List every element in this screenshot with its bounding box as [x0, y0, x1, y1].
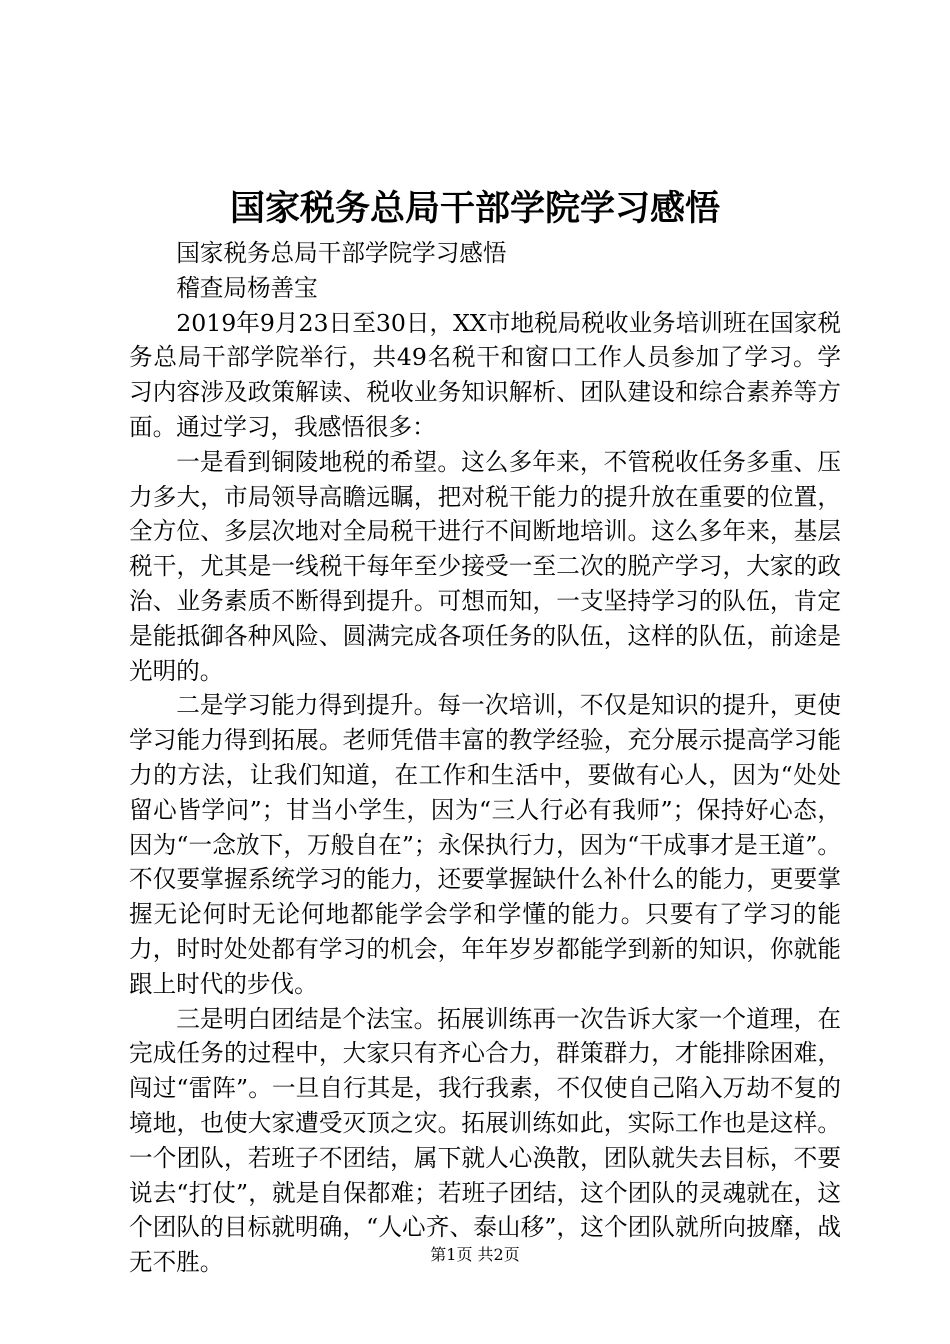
page-number-footer: 第1页 共2页	[430, 1245, 520, 1264]
document-title: 国家税务总局干部学院学习感悟	[229, 188, 720, 229]
point-one-paragraph: 一是看到铜陵地税的希望。这么多年来，不管税收任务多重、压力多大，市局领导高瞻远瞩，把对税干能力的提升放在重要的位置，全方位、多层次地对全局税干进行不间断地培训。这么多年来，基层税干，尤其是一线税干每年至少接受一至二次的脱产学习，大家的政治、业务素质不断得到提升。可想而知，一支坚持学习的队伍，肯定是能抵御各种风险、圆满完成各项任务的队伍，这样的队伍，前途是光明的。	[129, 447, 841, 685]
author-paragraph: 稽查局杨善宝	[176, 273, 318, 302]
document-body	[129, 236, 841, 1280]
intro-paragraph: 2019年9月23日至30日，XX市地税局税收业务培训班在国家税务总局干部学院举行，共49名税干和窗口工作人员参加了学习。学习内容涉及政策解读、税收业务知识解析、团队建设和综合素养等方面。通过学习，我感悟很多：	[129, 308, 841, 441]
point-two-paragraph: 二是学习能力得到提升。每一次培训，不仅是知识的提升，更使学习能力得到拓展。老师凭借丰富的教学经验，充分展示提高学习能力的方法，让我们知道，在工作和生活中，要做有心人，因为“处处留心皆学问”；甘当小学生，因为“三人行必有我师”；保持好心态，因为“一念放下，万般自在”；永保执行力，因为“干成事才是王道”。不仅要掌握系统学习的能力，还要掌握缺什么补什么的能力，更要掌握无论何时无论何地都能学会学和学懂的能力。只要有了学习的能力，时时处处都有学习的机会，年年岁岁都能学到新的知识，你就能跟上时代的步伐。	[129, 691, 841, 998]
point-three-paragraph: 三是明白团结是个法宝。拓展训练再一次告诉大家一个道理，在完成任务的过程中，大家只有齐心合力，群策群力，才能排除困难，闯过“雷阵”。一旦自行其是，我行我素，不仅使自己陷入万劫不复的境地，也使大家遭受灭顶之灾。拓展训练如此，实际工作也是这样。一个团队，若班子不团结，属下就人心涣散，团队就失去目标，不要说去“打仗”，就是自保都难；若班子团结，这个团队的灵魂就在，这个团队的目标就明确，“人心齐、泰山移”，这个团队就所向披靡，战无不胜。	[129, 1004, 841, 1277]
subtitle-paragraph: 国家税务总局干部学院学习感悟	[176, 239, 507, 267]
